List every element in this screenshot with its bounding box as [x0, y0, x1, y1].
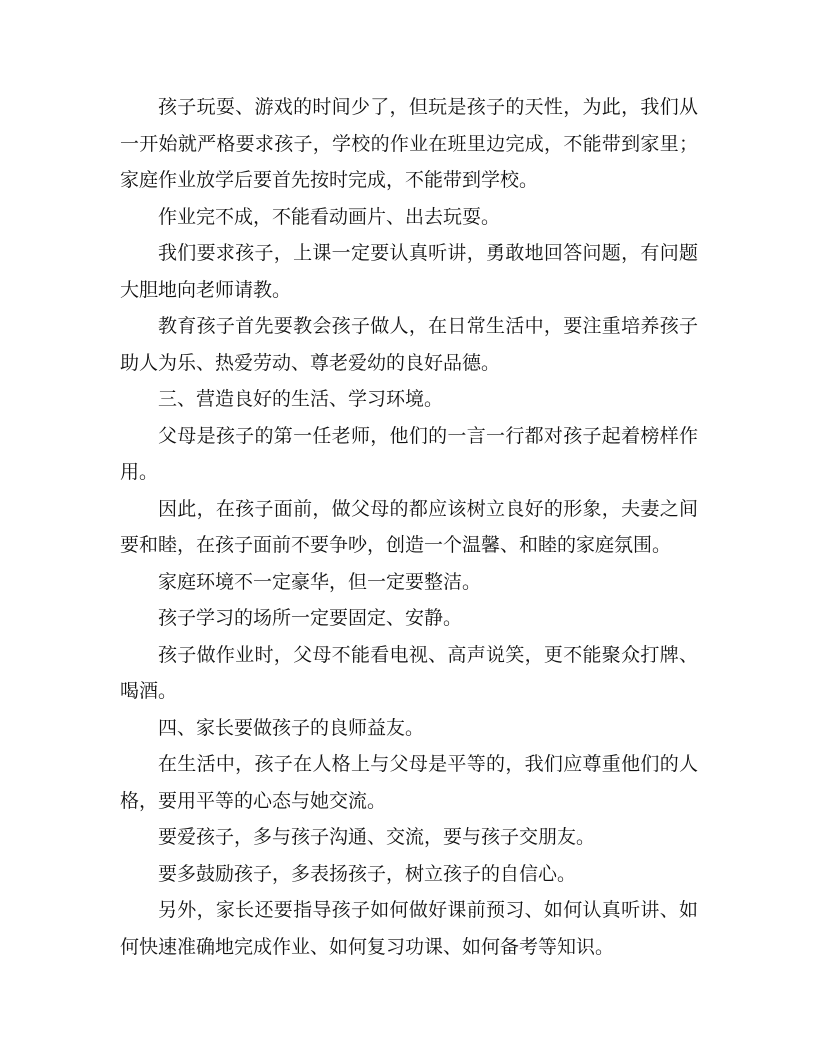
- paragraph-homework-rule: 作业完不成，不能看动画片、出去玩耍。: [158, 205, 501, 228]
- paragraph-encourage: 要多鼓励孩子，多表扬孩子，树立孩子的自信心。: [158, 862, 577, 885]
- paragraph-family-harmony: 因此，在孩子面前，做父母的都应该树立良好的形象，夫妻之间要和睦，在孩子面前不要争吵，创造一个温馨、和睦的家庭氛围。: [120, 497, 698, 556]
- document-page: [120, 89, 698, 965]
- section-heading-environment: 三、营造良好的生活、学习环境。: [158, 388, 444, 410]
- paragraph-parents-role-model: 父母是孩子的第一任老师，他们的一言一行都对孩子起着榜样作用。: [120, 424, 698, 483]
- paragraph-tidy-home: 家庭环境不一定豪华，但一定要整洁。: [158, 570, 482, 593]
- paragraph-study-guidance: 另外，家长还要指导孩子如何做好课前预习、如何认真听讲、如何快速准确地完成作业、如何复习功课、如何备考等知识。: [120, 899, 698, 958]
- paragraph-study-place: 孩子学习的场所一定要固定、安静。: [158, 607, 463, 629]
- paragraph-love-communicate: 要爱孩子，多与孩子沟通、交流，要与孩子交朋友。: [158, 826, 596, 848]
- section-heading-mentor: 四、家长要做孩子的良师益友。: [158, 716, 425, 739]
- paragraph-play-time: 孩子玩耍、游戏的时间少了，但玩是孩子的天性，为此，我们从一开始就严格要求孩子，学校的作业在班里边完成，不能带到家里；家庭作业放学后要首先按时完成，不能带到学校。: [120, 96, 698, 191]
- paragraph-moral-education: 教育孩子首先要教会孩子做人，在日常生活中，要注重培养孩子助人为乐、热爱劳动、尊老爱幼的良好品德。: [120, 315, 698, 374]
- paragraph-equality: 在生活中，孩子在人格上与父母是平等的，我们应尊重他们的人格，要用平等的心态与她交流。: [120, 753, 698, 812]
- paragraph-homework-quiet: 孩子做作业时，父母不能看电视、高声说笑，更不能聚众打牌、喝酒。: [120, 643, 698, 702]
- paragraph-class-listening: 我们要求孩子，上课一定要认真听讲，勇敢地回答问题，有问题大胆地向老师请教。: [120, 242, 698, 301]
